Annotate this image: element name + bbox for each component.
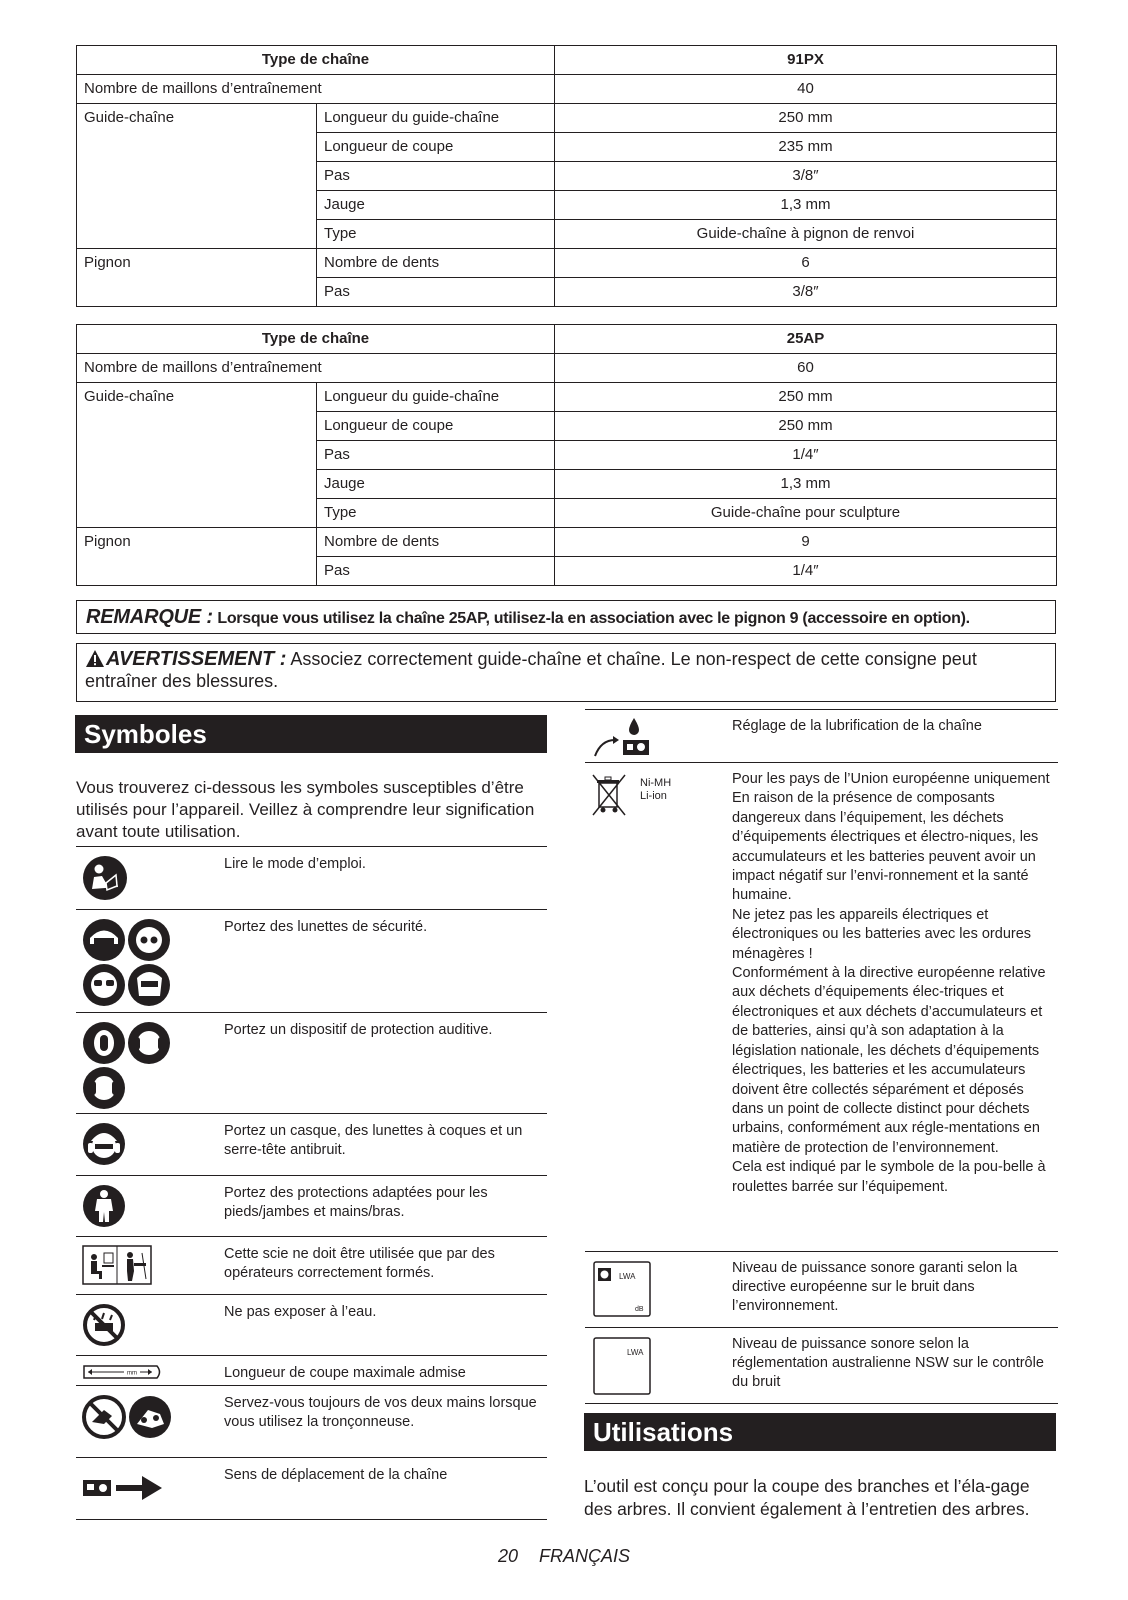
row-value: 235 mm <box>555 133 1057 162</box>
row-label: Longueur de coupe <box>317 412 555 441</box>
page-footer <box>0 1546 1128 1567</box>
symbol-row-safety-glasses <box>76 910 547 1013</box>
db-label: dB <box>635 1306 644 1313</box>
symbol-row-cutting-length <box>76 1356 547 1386</box>
row-value: 1,3 mm <box>555 191 1057 220</box>
row-label: Jauge <box>317 191 555 220</box>
table-row <box>77 133 1057 162</box>
symboles-intro: Vous trouverez ci-dessous les symboles susceptibles d’être utilisés pour l’appareil. Veillez à comprendre leur signification avant toute utilisation. <box>76 778 535 841</box>
row-label: Nombre de maillons d’entraînement <box>77 354 555 383</box>
no-water-icon <box>82 1303 126 1347</box>
table-row <box>77 354 1057 383</box>
row-label: Longueur de coupe <box>317 133 555 162</box>
protective-clothing-icon <box>82 1184 126 1228</box>
row-value: 3/8″ <box>555 162 1057 191</box>
lwa-label: LWA <box>627 1348 644 1357</box>
row-value: 250 mm <box>555 383 1057 412</box>
remarque-keyword: REMARQUE : <box>86 606 213 628</box>
remarque-text: Lorsque vous utilisez la chaîne 25AP, utilisez-la en association avec le pignon 9 (accessoire en option). <box>217 610 970 627</box>
symbol-text: Sens de déplacement de la chaîne <box>224 1467 448 1483</box>
table-row <box>77 470 1057 499</box>
lwa-label: LWA <box>619 1272 636 1281</box>
symbol-row-no-water <box>76 1295 547 1356</box>
table-row <box>77 191 1057 220</box>
symbol-text: Longueur de coupe maximale admise <box>224 1365 466 1381</box>
battery-label-nimh: Ni-MH <box>640 777 672 789</box>
avertissement-note <box>76 643 1056 702</box>
cutting-length-unit: mm <box>127 1370 137 1377</box>
header-value: 25AP <box>555 325 1057 354</box>
symbol-text: Niveau de puissance sonore garanti selon la directive européenne sur le bruit dans l’environnement. <box>732 1260 1018 1314</box>
symbol-row-read-manual <box>76 847 547 910</box>
table-row <box>77 162 1057 191</box>
header-label: Type de chaîne <box>77 46 555 75</box>
symbol-row-protective-clothing <box>76 1176 547 1237</box>
symbol-text: Portez des protections adaptées pour les pieds/jambes et mains/bras. <box>224 1185 488 1220</box>
table-row <box>77 441 1057 470</box>
symbol-text: Servez-vous toujours de vos deux mains lorsque vous utilisez la tronçonneuse. <box>224 1395 537 1430</box>
row-label: Nombre de dents <box>317 249 555 278</box>
row-label: Pas <box>317 441 555 470</box>
table-row <box>77 499 1057 528</box>
row-label: Type <box>317 499 555 528</box>
row-value: 1/4″ <box>555 557 1057 586</box>
battery-type-labels <box>640 777 671 803</box>
table-row <box>77 412 1057 441</box>
spec-table-91px <box>76 45 1057 307</box>
table-header-row <box>77 325 1057 354</box>
symbol-text: Portez un dispositif de protection auditive. <box>224 1022 493 1038</box>
symbol-row-chain-oil <box>585 710 1058 763</box>
table-row <box>77 249 1057 278</box>
helmet-goggles-earmuffs-icon <box>82 1122 126 1166</box>
utilisations-text: L’outil est conçu pour la coupe des branches et l’éla-gage des arbres. Il convient également à l’entretien des arbres. <box>584 1476 1030 1519</box>
row-value: 1,3 mm <box>555 470 1057 499</box>
page-number: 20 <box>497 1546 518 1566</box>
ear-protection-icon <box>82 1021 172 1111</box>
symboles-heading: Symboles <box>75 715 547 753</box>
symbol-text: Réglage de la lubrification de la chaîne <box>732 718 982 734</box>
avertissement-text: Associez correctement guide-chaîne et chaîne. Le non-respect de cette consigne peut entraîner des blessures. <box>85 649 977 691</box>
symbol-row-crossed-bin <box>585 763 1058 1252</box>
battery-label-liion: Li-ion <box>640 790 667 802</box>
row-label: Nombre de dents <box>317 528 555 557</box>
row-label: Longueur du guide-chaîne <box>317 383 555 412</box>
sound-power-nsw-icon <box>593 1337 651 1395</box>
row-label: Pas <box>317 557 555 586</box>
warning-triangle-icon <box>85 649 105 668</box>
row-label: Pas <box>317 162 555 191</box>
remarque-note <box>76 600 1056 634</box>
table-row <box>77 528 1057 557</box>
symbol-row-trained-operator <box>76 1237 547 1295</box>
symbol-text: Lire le mode d’emploi. <box>224 856 366 872</box>
page-language: FRANÇAIS <box>539 1546 631 1566</box>
table-row <box>77 220 1057 249</box>
read-manual-icon <box>82 855 128 901</box>
group-label: Pignon <box>77 528 317 557</box>
header-value: 91PX <box>555 46 1057 75</box>
table-row <box>77 557 1057 586</box>
two-hands-icon <box>82 1394 174 1440</box>
row-label: Nombre de maillons d’entraînement <box>77 75 555 104</box>
table-row <box>77 278 1057 307</box>
row-label: Pas <box>317 278 555 307</box>
chain-direction-icon <box>82 1472 164 1504</box>
row-value: 9 <box>555 528 1057 557</box>
group-label: Pignon <box>77 249 317 278</box>
symbol-row-sound-nsw <box>585 1328 1058 1404</box>
symbol-text: Portez un casque, des lunettes à coques et un serre-tête antibruit. <box>224 1123 523 1158</box>
chain-oil-adjust-icon <box>591 716 657 760</box>
row-label: Longueur du guide-chaîne <box>317 104 555 133</box>
safety-glasses-icon <box>82 918 172 1008</box>
sound-power-eu-icon <box>593 1261 651 1317</box>
row-value: 60 <box>555 354 1057 383</box>
cutting-length-icon <box>82 1363 162 1381</box>
row-value: 1/4″ <box>555 441 1057 470</box>
symbol-row-two-hands <box>76 1386 547 1458</box>
symbol-text: Pour les pays de l’Union européenne uniquement En raison de la présence de composants dangereux dans l’équipement, les déchets d’équipements électriques et électro-niques, les accumulateurs et les batteries peuvent avoir un impact négatif sur l’envi-ronnement et la santé humaine. Ne jetez pas les appareils électriques et électroniques ou les batteries avec les ordures ménagères ! Conformément à la directive européenne relative aux déchets d’équipements élec-triques et électroniques et aux déchets d’accumulateurs et de batteries, ainsi qu’à son adaptation à la législation nationale, les déchets d’équipements électriques, les batteries et les accumulateurs doivent être collectés séparément et déposés dans un point de collecte distinct pour déchets urbains, conformément aux régle-mentations en matière de protection de l’environnement. Cela est indiqué par le symbole de la pou-belle à roulettes barrée sur l’équipement. <box>732 771 1050 1195</box>
avertissement-keyword: AVERTISSEMENT : <box>106 648 287 670</box>
row-value: 6 <box>555 249 1057 278</box>
symbol-text: Ne pas exposer à l’eau. <box>224 1304 377 1320</box>
row-value: 250 mm <box>555 412 1057 441</box>
table-header-row <box>77 46 1057 75</box>
crossed-bin-icon <box>589 773 629 819</box>
group-label: Guide-chaîne <box>77 104 317 133</box>
row-value: Guide-chaîne pour sculpture <box>555 499 1057 528</box>
row-label: Jauge <box>317 470 555 499</box>
symbol-row-sound-eu <box>585 1252 1058 1328</box>
spec-table-25ap <box>76 324 1057 586</box>
trained-operator-icon <box>82 1245 152 1285</box>
group-label: Guide-chaîne <box>77 383 317 412</box>
row-value: Guide-chaîne à pignon de renvoi <box>555 220 1057 249</box>
symbol-text: Niveau de puissance sonore selon la réglementation australienne NSW sur le contrôle du bruit <box>732 1336 1044 1390</box>
symbol-text: Cette scie ne doit être utilisée que par des opérateurs correctement formés. <box>224 1246 495 1281</box>
symbol-row-chain-direction <box>76 1458 547 1520</box>
row-label: Type <box>317 220 555 249</box>
symbol-text: Portez des lunettes de sécurité. <box>224 919 428 935</box>
utilisations-heading: Utilisations <box>584 1413 1056 1451</box>
row-value: 3/8″ <box>555 278 1057 307</box>
table-row <box>77 75 1057 104</box>
table-row <box>77 104 1057 133</box>
header-label: Type de chaîne <box>77 325 555 354</box>
symbol-row-ear-protection <box>76 1013 547 1114</box>
row-value: 40 <box>555 75 1057 104</box>
symbol-row-helmet <box>76 1114 547 1176</box>
table-row <box>77 383 1057 412</box>
row-value: 250 mm <box>555 104 1057 133</box>
